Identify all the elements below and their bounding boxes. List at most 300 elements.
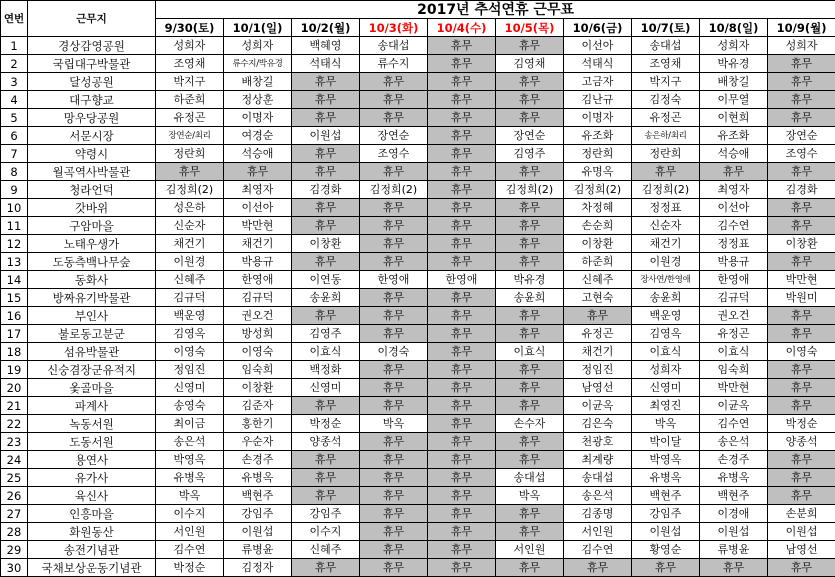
row-number: 2 — [1, 55, 28, 73]
staff-cell: 이경애 — [700, 505, 768, 523]
day-off-cell: 휴무 — [428, 505, 496, 523]
table-title: 2017년 추석연휴 근무표 — [156, 1, 835, 19]
day-off-cell: 휴무 — [768, 451, 835, 469]
staff-cell: 남영선 — [768, 541, 835, 559]
staff-cell: 장연순 — [768, 127, 835, 145]
staff-cell: 유병옥 — [700, 469, 768, 487]
staff-cell: 유정곤 — [564, 325, 632, 343]
site-name: 송전기념관 — [28, 541, 156, 559]
staff-cell: 김규덕 — [224, 289, 292, 307]
staff-cell: 이효식 — [292, 343, 360, 361]
table-row — [1, 73, 835, 91]
row-number: 1 — [1, 37, 28, 55]
day-off-cell: 휴무 — [428, 163, 496, 181]
staff-cell: 박만현 — [768, 271, 835, 289]
day-off-cell: 휴무 — [428, 199, 496, 217]
day-off-cell: 휴무 — [428, 253, 496, 271]
staff-cell: 한영애 — [224, 271, 292, 289]
day-off-cell: 휴무 — [564, 559, 632, 577]
day-off-cell: 휴무 — [496, 361, 564, 379]
staff-cell: 조영채 — [632, 55, 700, 73]
staff-cell: 김수연 — [700, 217, 768, 235]
staff-cell: 이창환 — [768, 235, 835, 253]
day-off-cell: 휴무 — [428, 415, 496, 433]
staff-cell: 김은숙 — [564, 415, 632, 433]
staff-cell: 고현숙 — [564, 289, 632, 307]
row-number: 27 — [1, 505, 28, 523]
day-off-cell: 휴무 — [768, 379, 835, 397]
staff-cell: 이선아 — [564, 37, 632, 55]
row-number: 28 — [1, 523, 28, 541]
staff-cell: 이수지 — [292, 523, 360, 541]
staff-cell: 송대섭 — [360, 37, 428, 55]
staff-cell: 손순희 — [564, 217, 632, 235]
table-row — [1, 163, 835, 181]
staff-cell: 박옥 — [496, 487, 564, 505]
day-off-cell: 휴무 — [428, 451, 496, 469]
staff-cell: 이창환 — [224, 379, 292, 397]
staff-cell: 김영채 — [496, 55, 564, 73]
table-row — [1, 127, 835, 145]
day-off-cell: 휴무 — [632, 163, 700, 181]
staff-cell: 최계량 — [564, 451, 632, 469]
site-name: 방짜유기박물관 — [28, 289, 156, 307]
day-off-cell: 휴무 — [496, 379, 564, 397]
day-off-cell: 휴무 — [496, 217, 564, 235]
staff-cell: 성희자 — [156, 37, 224, 55]
day-off-cell: 휴무 — [564, 307, 632, 325]
staff-cell: 배창길 — [224, 73, 292, 91]
row-number: 7 — [1, 145, 28, 163]
staff-cell: 박이달 — [632, 433, 700, 451]
staff-cell: 이원섭 — [768, 523, 835, 541]
table-row — [1, 559, 835, 577]
day-off-cell: 휴무 — [428, 379, 496, 397]
staff-cell: 양종석 — [768, 433, 835, 451]
staff-cell: 장연순 — [496, 127, 564, 145]
day-off-cell: 휴무 — [428, 235, 496, 253]
day-off-cell: 휴무 — [360, 91, 428, 109]
staff-cell: 임숙희 — [700, 361, 768, 379]
day-off-cell: 휴무 — [292, 469, 360, 487]
day-off-cell: 휴무 — [360, 217, 428, 235]
staff-cell: 송대섭 — [632, 37, 700, 55]
day-off-cell: 휴무 — [496, 505, 564, 523]
staff-cell: 박옥 — [360, 415, 428, 433]
staff-cell: 송은석 — [156, 433, 224, 451]
staff-cell: 이영숙 — [224, 343, 292, 361]
day-off-cell: 휴무 — [768, 487, 835, 505]
day-off-cell: 휴무 — [360, 109, 428, 127]
day-off-cell: 휴무 — [360, 433, 428, 451]
day-off-cell: 휴무 — [360, 487, 428, 505]
staff-cell: 김수연 — [156, 541, 224, 559]
site-name: 경상감영공원 — [28, 37, 156, 55]
header-number: 연번 — [1, 1, 28, 37]
day-off-cell: 휴무 — [292, 199, 360, 217]
staff-cell: 유정곤 — [700, 325, 768, 343]
row-number: 4 — [1, 91, 28, 109]
staff-cell: 신혜주 — [156, 271, 224, 289]
table-row — [1, 379, 835, 397]
staff-cell: 손경주 — [700, 451, 768, 469]
staff-cell: 송은하/최리 — [632, 127, 700, 145]
staff-cell: 송윤희 — [496, 289, 564, 307]
day-off-cell: 휴무 — [292, 145, 360, 163]
table-row — [1, 55, 835, 73]
staff-cell: 방성희 — [224, 325, 292, 343]
staff-cell: 박정순 — [768, 415, 835, 433]
staff-cell: 장사연/한영애 — [632, 271, 700, 289]
staff-cell: 정정표 — [700, 235, 768, 253]
staff-cell: 박지구 — [632, 73, 700, 91]
staff-cell: 손수자 — [496, 415, 564, 433]
row-number: 15 — [1, 289, 28, 307]
staff-cell: 이경숙 — [360, 343, 428, 361]
staff-cell: 백정화 — [292, 361, 360, 379]
day-off-cell: 휴무 — [768, 109, 835, 127]
date-header: 10/9(월) — [768, 19, 835, 37]
day-off-cell: 휴무 — [768, 163, 835, 181]
staff-cell: 정임진 — [564, 361, 632, 379]
day-off-cell: 휴무 — [428, 55, 496, 73]
row-number: 30 — [1, 559, 28, 577]
staff-cell: 장연순/최리 — [156, 127, 224, 145]
table-row — [1, 145, 835, 163]
staff-cell: 이원섭 — [700, 523, 768, 541]
site-name: 불로동고분군 — [28, 325, 156, 343]
staff-cell: 김정희(2) — [564, 181, 632, 199]
row-number: 8 — [1, 163, 28, 181]
day-off-cell: 휴무 — [496, 199, 564, 217]
staff-cell: 최영자 — [700, 181, 768, 199]
staff-cell: 송윤희 — [632, 289, 700, 307]
staff-cell: 유정곤 — [632, 109, 700, 127]
day-off-cell: 휴무 — [292, 91, 360, 109]
day-off-cell: 휴무 — [768, 469, 835, 487]
day-off-cell: 휴무 — [496, 253, 564, 271]
site-name: 도동서원 — [28, 433, 156, 451]
staff-cell: 이현희 — [700, 109, 768, 127]
site-name: 신숭겸장군유적지 — [28, 361, 156, 379]
staff-cell: 김정희(2) — [496, 181, 564, 199]
staff-cell: 권오건 — [700, 307, 768, 325]
staff-cell: 이연동 — [292, 271, 360, 289]
table-row — [1, 433, 835, 451]
staff-cell: 신영미 — [292, 379, 360, 397]
day-off-cell: 휴무 — [496, 397, 564, 415]
day-off-cell: 휴무 — [292, 109, 360, 127]
site-name: 인흥마을 — [28, 505, 156, 523]
staff-cell: 김난규 — [564, 91, 632, 109]
row-number: 9 — [1, 181, 28, 199]
day-off-cell: 휴무 — [428, 487, 496, 505]
day-off-cell: 휴무 — [496, 73, 564, 91]
staff-cell: 이수지 — [156, 505, 224, 523]
table-row — [1, 37, 835, 55]
table-row — [1, 541, 835, 559]
site-name: 구암마을 — [28, 217, 156, 235]
staff-cell: 천광호 — [564, 433, 632, 451]
staff-cell: 조영채 — [156, 55, 224, 73]
day-off-cell: 휴무 — [360, 235, 428, 253]
site-name: 월곡역사박물관 — [28, 163, 156, 181]
day-off-cell: 휴무 — [428, 37, 496, 55]
staff-cell: 이균옥 — [700, 397, 768, 415]
day-off-cell: 휴무 — [768, 55, 835, 73]
site-name: 육신사 — [28, 487, 156, 505]
site-name: 대구향교 — [28, 91, 156, 109]
day-off-cell: 휴무 — [292, 487, 360, 505]
staff-cell: 유조화 — [564, 127, 632, 145]
site-name: 국채보상운동기념관 — [28, 559, 156, 577]
row-number: 18 — [1, 343, 28, 361]
day-off-cell: 휴무 — [496, 109, 564, 127]
site-name: 화원동산 — [28, 523, 156, 541]
staff-cell: 신혜주 — [292, 541, 360, 559]
day-off-cell: 휴무 — [428, 307, 496, 325]
day-off-cell: 휴무 — [360, 199, 428, 217]
staff-cell: 정임진 — [156, 361, 224, 379]
table-row — [1, 415, 835, 433]
staff-cell: 김규덕 — [700, 289, 768, 307]
site-name: 녹동서원 — [28, 415, 156, 433]
staff-cell: 황영순 — [632, 541, 700, 559]
site-name: 도동측백나무숲 — [28, 253, 156, 271]
table-row — [1, 505, 835, 523]
day-off-cell: 휴무 — [428, 343, 496, 361]
day-off-cell: 휴무 — [496, 91, 564, 109]
table-row — [1, 469, 835, 487]
row-number: 13 — [1, 253, 28, 271]
staff-cell: 유명옥 — [564, 163, 632, 181]
day-off-cell: 휴무 — [428, 469, 496, 487]
day-off-cell: 휴무 — [224, 163, 292, 181]
day-off-cell: 휴무 — [768, 559, 835, 577]
day-off-cell: 휴무 — [428, 91, 496, 109]
day-off-cell: 휴무 — [292, 73, 360, 91]
staff-cell: 하준희 — [156, 91, 224, 109]
site-name: 노태우생가 — [28, 235, 156, 253]
day-off-cell: 휴무 — [700, 559, 768, 577]
staff-cell: 유병옥 — [632, 469, 700, 487]
staff-cell: 김정희(2) — [632, 181, 700, 199]
day-off-cell: 휴무 — [292, 307, 360, 325]
staff-cell: 우순자 — [224, 433, 292, 451]
staff-cell: 김종명 — [564, 505, 632, 523]
table-row — [1, 325, 835, 343]
day-off-cell: 휴무 — [428, 433, 496, 451]
row-number: 6 — [1, 127, 28, 145]
staff-cell: 김영옥 — [632, 325, 700, 343]
day-off-cell: 휴무 — [496, 325, 564, 343]
staff-cell: 이무열 — [700, 91, 768, 109]
staff-cell: 이명자 — [564, 109, 632, 127]
site-name: 용연사 — [28, 451, 156, 469]
day-off-cell: 휴무 — [360, 469, 428, 487]
staff-cell: 김규덕 — [156, 289, 224, 307]
day-off-cell: 휴무 — [700, 163, 768, 181]
row-number: 19 — [1, 361, 28, 379]
site-name: 청라언덕 — [28, 181, 156, 199]
table-row — [1, 235, 835, 253]
staff-cell: 박만현 — [700, 379, 768, 397]
staff-cell: 이원경 — [156, 253, 224, 271]
row-number: 25 — [1, 469, 28, 487]
staff-cell: 이원섭 — [292, 127, 360, 145]
site-name: 망우당공원 — [28, 109, 156, 127]
staff-cell: 박원미 — [768, 289, 835, 307]
row-number: 5 — [1, 109, 28, 127]
site-name: 섬유박물관 — [28, 343, 156, 361]
day-off-cell: 휴무 — [768, 253, 835, 271]
staff-cell: 신영미 — [632, 379, 700, 397]
staff-cell: 손분희 — [768, 505, 835, 523]
staff-cell: 유조화 — [700, 127, 768, 145]
day-off-cell: 휴무 — [428, 361, 496, 379]
row-number: 16 — [1, 307, 28, 325]
staff-cell: 배창길 — [700, 73, 768, 91]
staff-cell: 김영옥 — [156, 325, 224, 343]
staff-cell: 김준자 — [224, 397, 292, 415]
staff-cell: 성희자 — [224, 37, 292, 55]
staff-cell: 장연순 — [360, 127, 428, 145]
staff-cell: 박지구 — [156, 73, 224, 91]
day-off-cell: 휴무 — [428, 325, 496, 343]
day-off-cell: 휴무 — [428, 541, 496, 559]
site-name: 갓바위 — [28, 199, 156, 217]
staff-cell: 이원경 — [632, 253, 700, 271]
table-row — [1, 307, 835, 325]
staff-cell: 한영애 — [360, 271, 428, 289]
table-row — [1, 361, 835, 379]
table-row — [1, 217, 835, 235]
day-off-cell: 휴무 — [360, 307, 428, 325]
staff-cell: 권오건 — [224, 307, 292, 325]
staff-cell: 송은석 — [700, 433, 768, 451]
staff-cell: 신혜주 — [564, 271, 632, 289]
staff-cell: 남영선 — [564, 379, 632, 397]
staff-cell: 정상훈 — [224, 91, 292, 109]
row-number: 17 — [1, 325, 28, 343]
staff-cell: 손경주 — [224, 451, 292, 469]
staff-cell: 김영주 — [292, 325, 360, 343]
staff-cell: 석태식 — [564, 55, 632, 73]
row-number: 26 — [1, 487, 28, 505]
day-off-cell: 휴무 — [496, 433, 564, 451]
staff-cell: 채건기 — [156, 235, 224, 253]
day-off-cell: 휴무 — [428, 127, 496, 145]
staff-cell: 류병윤 — [700, 541, 768, 559]
day-off-cell: 휴무 — [360, 397, 428, 415]
staff-cell: 박정순 — [292, 415, 360, 433]
day-off-cell: 휴무 — [360, 163, 428, 181]
table-row — [1, 271, 835, 289]
day-off-cell: 휴무 — [768, 217, 835, 235]
table-row — [1, 523, 835, 541]
site-name: 서문시장 — [28, 127, 156, 145]
table-row — [1, 199, 835, 217]
staff-cell: 박정순 — [156, 559, 224, 577]
staff-cell: 김경화 — [768, 181, 835, 199]
table-row — [1, 451, 835, 469]
staff-cell: 이원섭 — [632, 523, 700, 541]
day-off-cell: 휴무 — [360, 505, 428, 523]
staff-cell: 이효식 — [632, 343, 700, 361]
staff-cell: 양종석 — [292, 433, 360, 451]
day-off-cell: 휴무 — [360, 253, 428, 271]
day-off-cell: 휴무 — [496, 37, 564, 55]
staff-cell: 김정희(2) — [156, 181, 224, 199]
row-number: 3 — [1, 73, 28, 91]
staff-cell: 홍한기 — [224, 415, 292, 433]
staff-cell: 서인원 — [496, 541, 564, 559]
staff-cell: 하준희 — [564, 253, 632, 271]
staff-cell: 석승애 — [700, 145, 768, 163]
staff-cell: 신순자 — [632, 217, 700, 235]
header-site: 근무지 — [28, 1, 156, 37]
staff-cell: 최영진 — [632, 397, 700, 415]
staff-cell: 백현주 — [632, 487, 700, 505]
staff-cell: 조영수 — [360, 145, 428, 163]
staff-cell: 유정곤 — [156, 109, 224, 127]
table-row — [1, 289, 835, 307]
day-off-cell: 휴무 — [768, 199, 835, 217]
site-name: 동화사 — [28, 271, 156, 289]
day-off-cell: 휴무 — [360, 73, 428, 91]
day-off-cell: 휴무 — [768, 91, 835, 109]
staff-cell: 성희자 — [768, 37, 835, 55]
staff-cell: 채건기 — [564, 343, 632, 361]
date-header: 10/7(토) — [632, 19, 700, 37]
date-header: 10/8(일) — [700, 19, 768, 37]
staff-cell: 유병옥 — [224, 469, 292, 487]
day-off-cell: 휴무 — [768, 307, 835, 325]
staff-cell: 성은하 — [156, 199, 224, 217]
staff-cell: 조영수 — [768, 145, 835, 163]
day-off-cell: 휴무 — [632, 559, 700, 577]
day-off-cell: 휴무 — [428, 397, 496, 415]
staff-cell: 박영옥 — [156, 451, 224, 469]
staff-cell: 서인원 — [156, 523, 224, 541]
row-number: 21 — [1, 397, 28, 415]
staff-cell: 최이금 — [156, 415, 224, 433]
date-header: 10/5(목) — [496, 19, 564, 37]
staff-cell: 채건기 — [224, 235, 292, 253]
day-off-cell: 휴무 — [360, 289, 428, 307]
site-name: 파계사 — [28, 397, 156, 415]
date-header: 10/1(일) — [224, 19, 292, 37]
day-off-cell: 휴무 — [496, 163, 564, 181]
table-row — [1, 181, 835, 199]
staff-cell: 신순자 — [156, 217, 224, 235]
day-off-cell: 휴무 — [428, 73, 496, 91]
staff-cell: 석태식 — [292, 55, 360, 73]
staff-cell: 김정자 — [224, 559, 292, 577]
staff-cell: 김정숙 — [632, 91, 700, 109]
day-off-cell: 휴무 — [428, 145, 496, 163]
date-header: 9/30(토) — [156, 19, 224, 37]
staff-cell: 강임주 — [224, 505, 292, 523]
row-number: 29 — [1, 541, 28, 559]
day-off-cell: 휴무 — [496, 559, 564, 577]
staff-cell: 송영숙 — [156, 397, 224, 415]
staff-cell: 박유경 — [496, 271, 564, 289]
staff-cell: 정란희 — [156, 145, 224, 163]
table-row — [1, 343, 835, 361]
table-row — [1, 253, 835, 271]
day-off-cell: 휴무 — [292, 559, 360, 577]
